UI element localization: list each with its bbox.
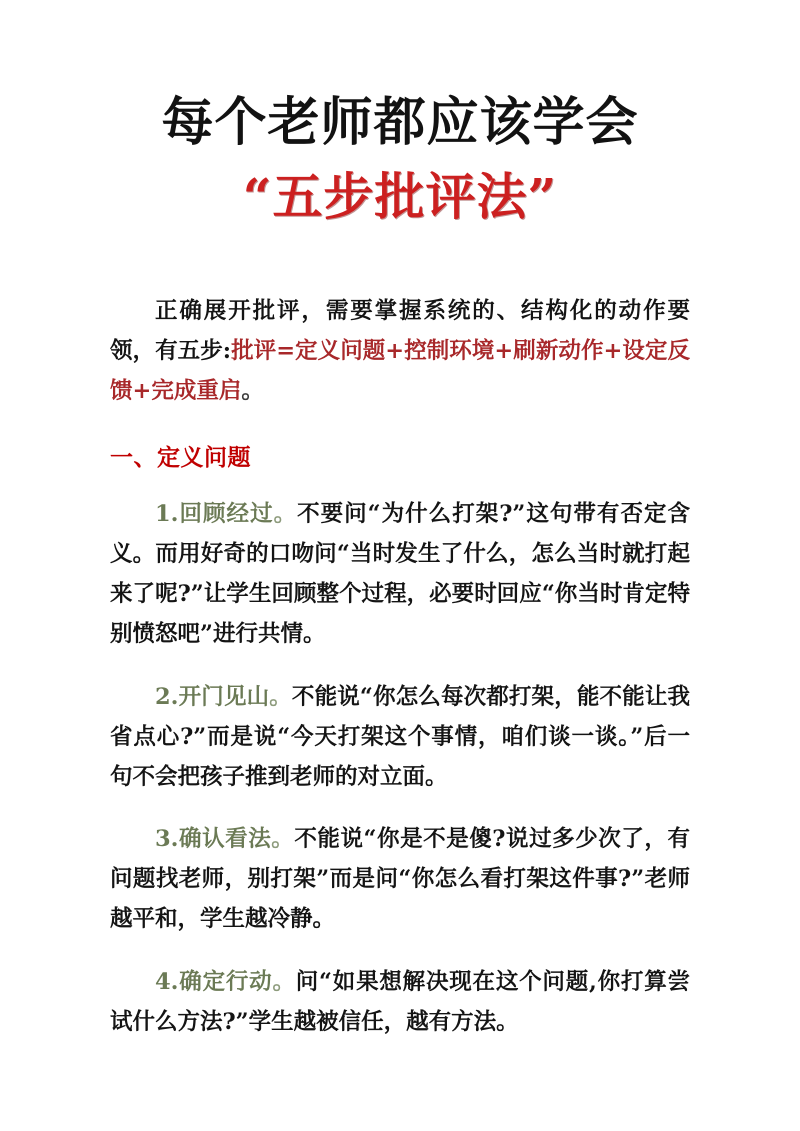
item-label-period-2: 。 [269, 683, 292, 710]
item-label-3: 3.确认看法 [155, 826, 272, 853]
document-title-line-2: “五步批评法” [242, 167, 558, 227]
item-label-period-4: 。 [272, 968, 296, 995]
item-body-4: 问“如果想解决现在这个问题,你打算尝试什么方法?”学生越被信任，越有方法。 [110, 968, 690, 1035]
intro-formula-text: 批评=定义问题+控制环境+刷新动作+设定反馈+完成重启 [110, 338, 690, 405]
intro-lead-text: 正确展开批评，需要掌握系统的、结构化的动作要领，有五步: [110, 298, 690, 365]
document-title-line-1: 每个老师都应该学会 [161, 92, 639, 153]
list-item [110, 962, 690, 1042]
list-item [110, 677, 690, 797]
list-item [110, 494, 690, 654]
intro-end-period: 。 [241, 378, 264, 405]
item-label-period-1: 。 [273, 501, 298, 528]
section-heading-define-problem: 一、定义问题 [110, 444, 251, 472]
item-body-1: 不要问“为什么打架?”这句带有否定含义。而用好奇的口吻问“当时发生了什么，怎么当时就打起来了呢?”让学生回顾整个过程，必要时回应“你当时肯定特别愤怒吧”进行共情。 [110, 501, 690, 648]
item-label-period-3: 。 [271, 826, 295, 853]
title-block [110, 0, 690, 227]
item-body-3: 不能说“你是不是傻?说过多少次了，有问题找老师，别打架”而是问“你怎么看打架这件事?”老师越平和，学生越冷静。 [110, 826, 690, 933]
item-label-2: 2.开门见山 [155, 683, 270, 710]
item-label-1: 1.回顾经过 [155, 501, 274, 528]
intro-paragraph [110, 291, 690, 411]
item-body-2: 不能说“你怎么每次都打架，能不能让我省点心?”而是说“今天打架这个事情，咱们谈一谈。”后一句不会把孩子推到老师的对立面。 [110, 683, 690, 790]
list-item [110, 819, 690, 939]
item-label-4: 4.确定行动 [155, 968, 273, 995]
